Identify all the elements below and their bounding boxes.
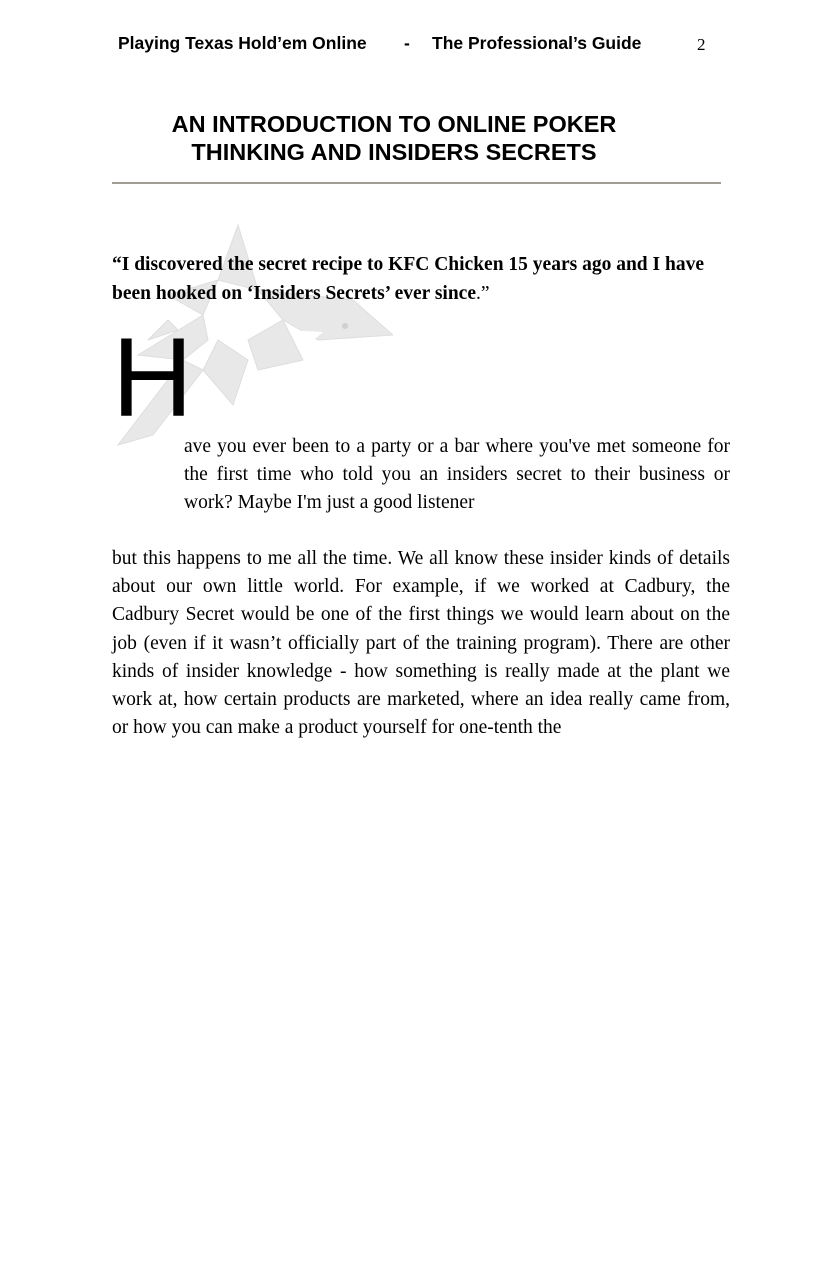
running-header <box>118 33 718 57</box>
chapter-title <box>112 110 676 166</box>
chapter-title-line-1: AN INTRODUCTION TO ONLINE POKER <box>171 111 617 137</box>
chapter-title-line-2: THINKING AND INSIDERS SECRETS <box>191 139 597 165</box>
epigraph-text: “I discovered the secret recipe to KFC Chicken 15 years ago and I have been hooked on ‘Insiders Secrets’ ever since <box>112 254 704 304</box>
body-paragraph-indented: ave you ever been to a party or a bar where you've met someone for the first time who told you an insiders secret to their business or work? Maybe I'm just a good listener <box>184 436 730 514</box>
book-title: Playing Texas Hold’em Online <box>118 33 367 53</box>
title-divider <box>112 182 721 184</box>
drop-cap: H <box>112 315 193 440</box>
page-number: 2 <box>697 35 706 54</box>
header-separator: - <box>404 33 410 53</box>
book-subtitle: The Professional’s Guide <box>432 33 642 53</box>
epigraph-closing: .” <box>475 283 490 304</box>
body-paragraph <box>112 545 730 742</box>
body-paragraph-text: but this happens to me all the time. We all know these insider kinds of details about our own little world. For example, if we worked at Cadbury, the Cadbury Secret would be one of the first things we would learn about on the job (even if it wasn’t officially part of the training program). There are other kinds of insider knowledge - how something is really made at the plant we work at, how certain products are marketed, where an idea really came from, or how you can make a product yourself for one-tenth the <box>112 548 730 739</box>
epigraph-quote <box>112 250 730 308</box>
